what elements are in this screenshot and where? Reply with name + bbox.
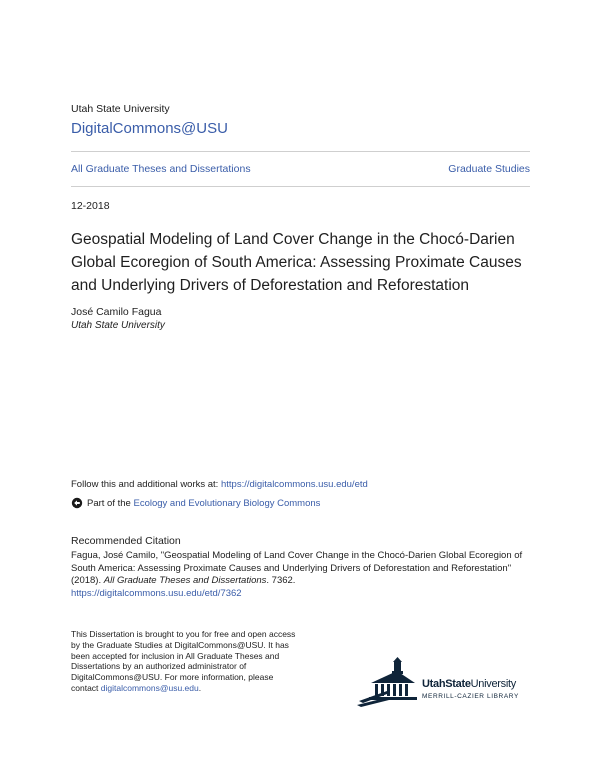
divider [71,186,530,187]
institution-name: Utah State University [71,103,170,115]
divider [71,151,530,152]
library-building-logo [357,657,421,709]
publication-date: 12-2018 [71,200,110,212]
follow-line [71,479,368,490]
logo-name-regular: University [470,678,516,690]
part-of-label: Part of the [87,497,131,509]
access-notice [71,629,301,694]
repository-link[interactable]: DigitalCommons@USU [71,120,228,137]
logo-subline: MERRILL-CAZIER LIBRARY [422,693,519,700]
document-title: Geospatial Modeling of Land Cover Change in the Chocó-Darien Global Ecoregion of South America: Assessing Proximate Causes and Underlying Drivers of Deforestation and Reforestation [71,231,522,294]
follow-label: Follow this and additional works at: [71,479,221,490]
notice-end: . [198,682,202,693]
commons-link[interactable]: Ecology and Evolutionary Biology Commons [133,497,321,509]
author-affiliation: Utah State University [71,320,165,331]
follow-url-link[interactable]: https://digitalcommons.usu.edu/etd [220,479,368,490]
author-name: José Camilo Fagua [71,306,162,318]
logo-name-bold: UtahState [422,678,471,690]
contact-email-link[interactable]: digitalcommons@usu.edu [100,682,199,693]
citation-url-link[interactable]: https://digitalcommons.usu.edu/etd/7362 [71,587,242,599]
citation-text: Fagua, José Camilo, "Geospatial Modeling of Land Cover Change in the Chocó-Darien Global Ecoregion of South America: Assessing Proximate Causes and Underlying Drivers of Deforestation and Reforestation" (2018). [71,550,523,586]
collection-link[interactable]: All Graduate Theses and Dissertations [71,163,251,175]
citation-body [71,550,541,600]
logo-name [422,678,516,690]
notice-text: This Dissertation is brought to you for free and open access by the Graduate Studies at DigitalCommons@USU. It has been accepted for inclusion in All Graduate Theses and Dissertations by an authorized administrator of DigitalCommons@USU. For more information, please contact [71,629,296,693]
creative-commons-icon [71,497,83,509]
library-logo [357,657,532,709]
part-of-line [71,497,320,509]
citation-number: . 7362. [266,575,296,586]
citation-series: All Graduate Theses and Dissertations [103,575,267,586]
citation-heading: Recommended Citation [71,535,181,547]
department-link[interactable]: Graduate Studies [448,163,530,175]
